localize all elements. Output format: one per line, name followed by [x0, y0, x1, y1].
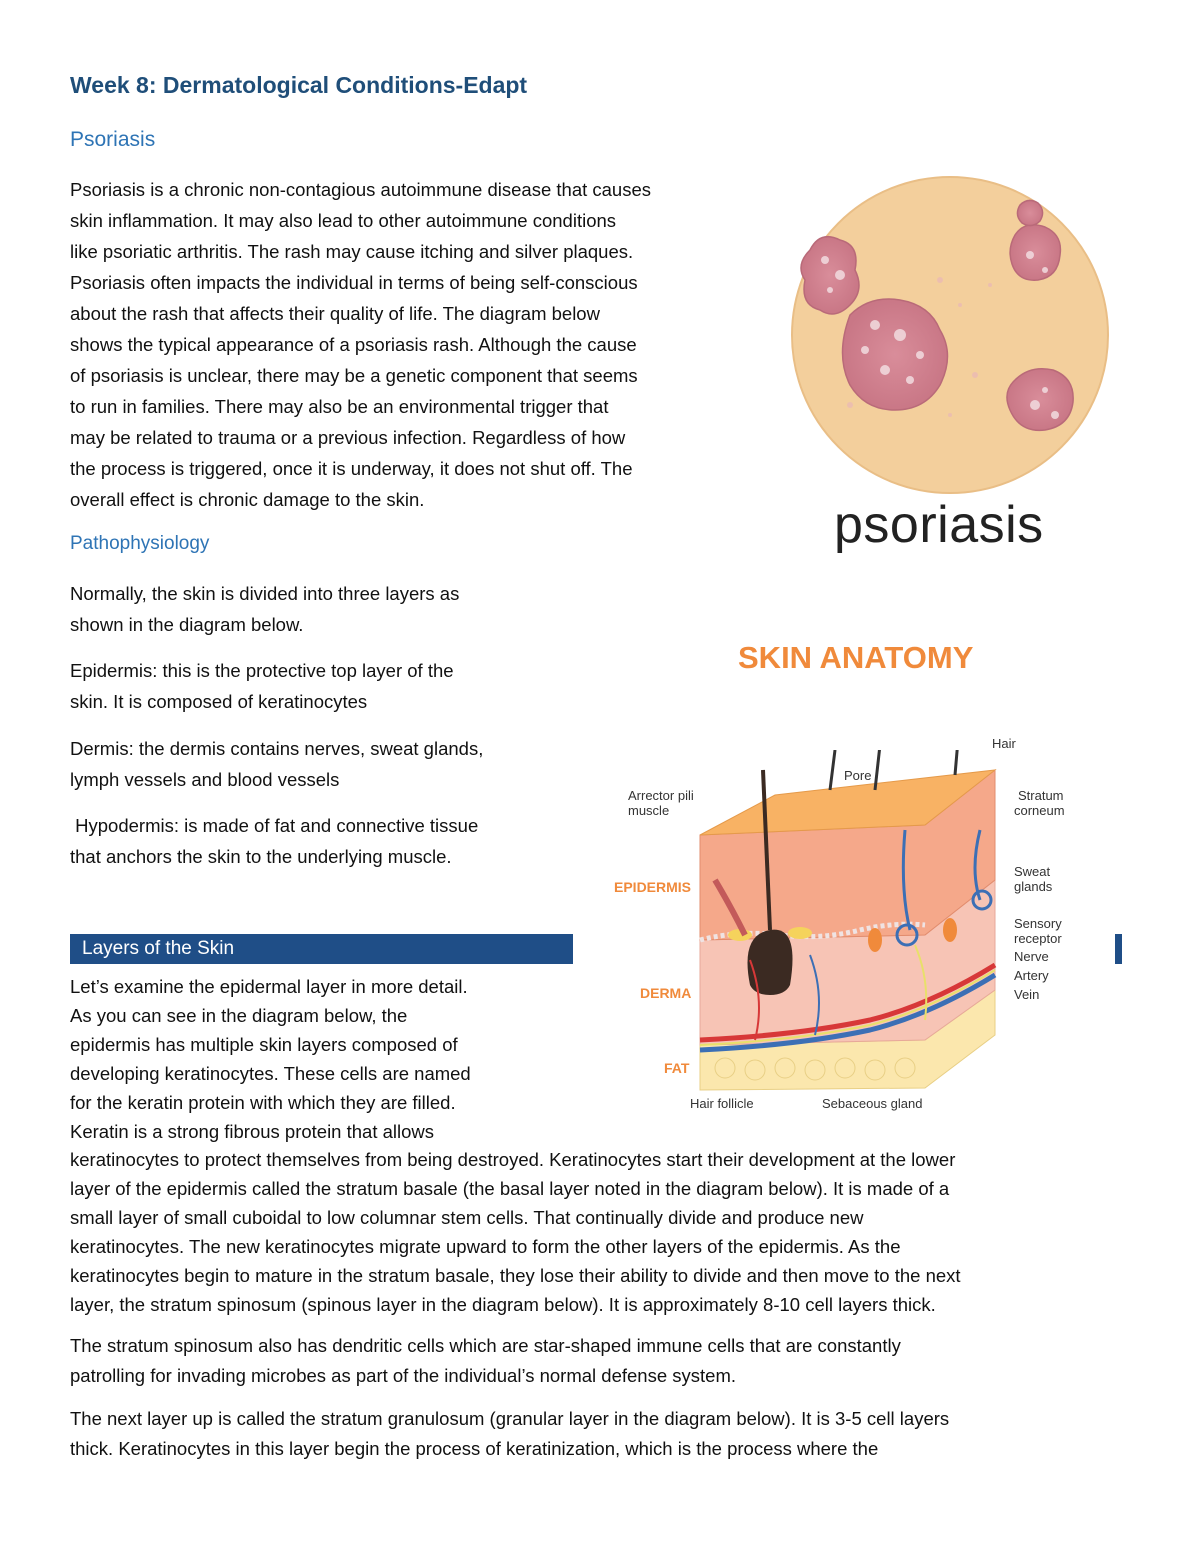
text-line: patrolling for invading microbes as part of the individual’s normal defense system.	[70, 1365, 736, 1386]
label-hair: Hair	[992, 736, 1016, 751]
psoriasis-caption: psoriasis	[834, 496, 1044, 554]
text-line: keratinocytes begin to mature in the stratum basale, they lose their ability to divide and then move to the next	[70, 1265, 961, 1286]
text-line: epidermis has multiple skin layers composed of	[70, 1034, 458, 1055]
text-line: the process is triggered, once it is underway, it does not shut off. The	[70, 458, 633, 479]
label-sensory-1: Sensory	[1014, 916, 1062, 931]
spinosum-paragraph	[70, 1331, 901, 1391]
text-line: developing keratinocytes. These cells are named	[70, 1063, 471, 1084]
text-line: Let’s examine the epidermal layer in more detail.	[70, 976, 468, 997]
granulosum-paragraph	[70, 1404, 949, 1464]
skin-anatomy-title: SKIN ANATOMY	[738, 640, 974, 675]
heading-psoriasis: Psoriasis	[70, 128, 156, 151]
text-line: shown in the diagram below.	[70, 614, 304, 635]
page-title: Week 8: Dermatological Conditions-Edapt	[70, 72, 528, 98]
text-line: keratinocytes. The new keratinocytes migrate upward to form the other layers of the epidermis. As the	[70, 1236, 901, 1257]
text-line: Psoriasis often impacts the individual in terms of being self-conscious	[70, 272, 638, 293]
text-line: of psoriasis is unclear, there may be a genetic component that seems	[70, 365, 638, 386]
label-nerve: Nerve	[1014, 949, 1049, 964]
text-line: lymph vessels and blood vessels	[70, 769, 340, 790]
label-sweat-1: Sweat	[1014, 864, 1051, 879]
label-pore: Pore	[844, 768, 872, 783]
text-line: layer, the stratum spinosum (spinous layer in the diagram below). It is approximately 8-10 cell layers thick.	[70, 1294, 936, 1315]
psoriasis-illustration	[790, 175, 1110, 495]
text-line: may be related to trauma or a previous infection. Regardless of how	[70, 427, 626, 448]
epidermis-paragraph	[70, 655, 454, 717]
skin-anatomy-diagram	[695, 750, 1005, 1100]
text-line: The next layer up is called the stratum granulosum (granular layer in the diagram below). It is 3-5 cell layers	[70, 1408, 950, 1429]
text-line: about the rash that affects their quality of life. The diagram below	[70, 303, 600, 324]
heading-pathophysiology: Pathophysiology	[70, 533, 210, 554]
text-line: Epidermis: this is the protective top layer of the	[70, 660, 454, 681]
text-line: Dermis: the dermis contains nerves, sweat glands,	[70, 738, 484, 759]
text-line: small layer of small cuboidal to low columnar stem cells. That continually divide and produce new	[70, 1207, 864, 1228]
text-line: thick. Keratinocytes in this layer begin the process of keratinization, which is the process where the	[70, 1438, 879, 1459]
label-epidermis: EPIDERMIS	[614, 879, 692, 895]
text-line: layer of the epidermis called the stratum basale (the basal layer noted in the diagram below). It is made of a	[70, 1178, 950, 1199]
text-line: Hypodermis: is made of fat and connective tissue	[70, 815, 479, 836]
text-line: that anchors the skin to the underlying muscle.	[70, 846, 452, 867]
section-bar-layers: Layers of the Skin	[70, 934, 573, 964]
text-line: Keratin is a strong fibrous protein that allows	[70, 1121, 435, 1142]
hypodermis-paragraph	[70, 810, 478, 872]
text-line: skin inflammation. It may also lead to other autoimmune conditions	[70, 210, 617, 231]
text-line: The stratum spinosum also has dendritic cells which are star-shaped immune cells that are constantly	[70, 1335, 901, 1356]
text-line: for the keratin protein with which they are filled.	[70, 1092, 456, 1113]
dermis-paragraph	[70, 733, 483, 795]
label-artery: Artery	[1014, 968, 1049, 983]
text-line: shows the typical appearance of a psoriasis rash. Although the cause	[70, 334, 637, 355]
label-stratum-2: corneum	[1014, 803, 1065, 818]
text-line: Psoriasis is a chronic non-contagious autoimmune disease that causes	[70, 179, 652, 200]
label-stratum-1: Stratum	[1018, 788, 1064, 803]
text-line: Normally, the skin is divided into three layers as	[70, 583, 460, 604]
text-line: keratinocytes to protect themselves from being destroyed. Keratinocytes start their development at the lower	[70, 1149, 956, 1170]
text-line: overall effect is chronic damage to the skin.	[70, 489, 425, 510]
text-line: As you can see in the diagram below, the	[70, 1005, 408, 1026]
intro-paragraph	[70, 174, 651, 515]
label-sweat-2: glands	[1014, 879, 1053, 894]
layers-narrow-paragraph	[70, 972, 471, 1146]
label-derma: DERMA	[640, 985, 692, 1001]
patho-paragraph	[70, 578, 459, 640]
text-line: to run in families. There may also be an environmental trigger that	[70, 396, 609, 417]
label-sebaceous: Sebaceous gland	[822, 1096, 923, 1111]
layers-wide-paragraph	[70, 1145, 961, 1319]
label-vein: Vein	[1014, 987, 1040, 1002]
text-line: like psoriatic arthritis. The rash may cause itching and silver plaques.	[70, 241, 634, 262]
label-fat: FAT	[664, 1060, 690, 1076]
label-sensory-2: receptor	[1014, 931, 1062, 946]
label-hair-follicle: Hair follicle	[690, 1096, 754, 1111]
label-arrector-1: Arrector pili	[628, 788, 694, 803]
section-bar-edge	[1115, 934, 1122, 964]
label-arrector-2: muscle	[628, 803, 670, 818]
text-line: skin. It is composed of keratinocytes	[70, 691, 368, 712]
